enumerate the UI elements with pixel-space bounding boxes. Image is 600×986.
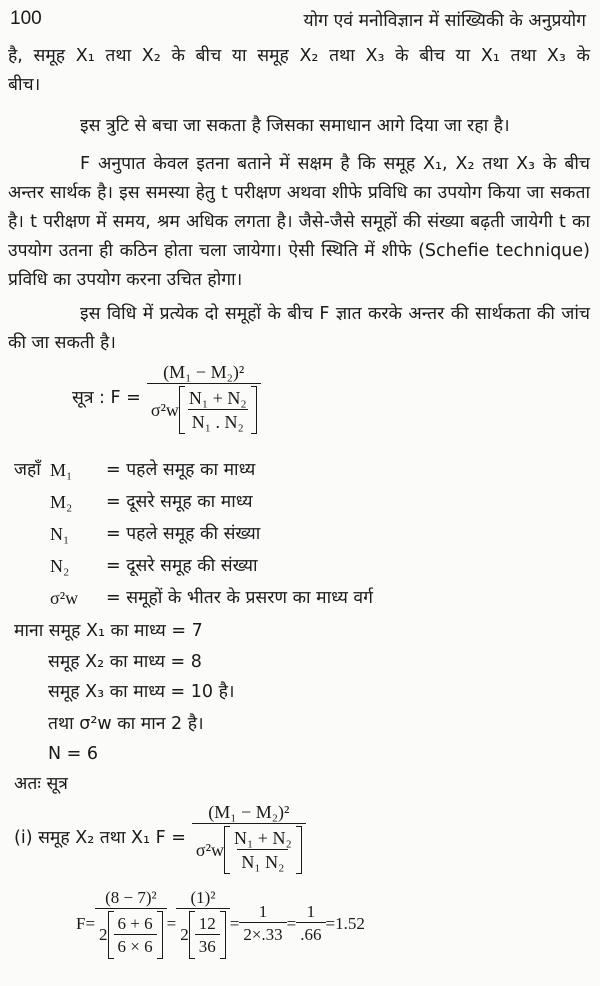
calc-term-2-den-prefix: 2 bbox=[180, 925, 189, 944]
definition-row bbox=[14, 487, 373, 517]
case-1-formula bbox=[14, 802, 306, 874]
calc-equals: = bbox=[286, 913, 297, 933]
definition-meaning: = दूसरे समूह की संख्या bbox=[106, 556, 258, 576]
calc-term-2-inner-numerator: 12 bbox=[198, 913, 216, 933]
case-1-inner-fraction bbox=[230, 828, 296, 873]
formula-numerator: (M₁ − M₂)² bbox=[163, 362, 245, 382]
case-1-bracket bbox=[224, 826, 302, 874]
paragraph-4: इस विधि में प्रत्येक दो समूहों के बीच F ज्ञात करके अन्तर की सार्थकता की जांच की जा सकती है। bbox=[8, 304, 590, 353]
calc-term-4-numerator: 1 bbox=[306, 902, 316, 921]
calc-term-1-inner-numerator: 6 + 6 bbox=[117, 913, 153, 933]
case-1-numerator: (M₁ − M₂)² bbox=[208, 802, 290, 822]
calc-equals: = bbox=[229, 913, 240, 933]
definition-meaning: = पहले समूह की संख्या bbox=[106, 524, 261, 544]
calc-term-1-denominator bbox=[95, 908, 167, 959]
formula-fraction bbox=[147, 362, 261, 434]
paragraph-1-line-1: है, समूह X₁ तथा X₂ के बीच या समूह X₂ तथा X₃ के बीच या X₁ तथा X₃ के bbox=[8, 46, 590, 66]
definition-symbol: N₁ bbox=[50, 524, 70, 544]
calc-equals: = bbox=[166, 913, 177, 933]
given-line-2: समूह X₂ का माध्य = 8 bbox=[48, 652, 202, 672]
case-1-label: (i) समूह X₂ तथा X₁ F = bbox=[14, 828, 186, 848]
calc-term-2-inner-denominator: 36 bbox=[195, 934, 220, 957]
definition-meaning: = पहले समूह का माध्य bbox=[106, 460, 256, 480]
definition-prefix bbox=[14, 519, 50, 549]
case-1-fraction bbox=[192, 802, 306, 874]
definition-symbol: N₂ bbox=[50, 556, 70, 576]
paragraph-1 bbox=[8, 42, 590, 100]
calc-term-1-inner-denominator: 6 × 6 bbox=[114, 934, 157, 957]
paragraph-2: इस त्रुटि से बचा जा सकता है जिसका समाधान आगे दिया जा रहा है। bbox=[80, 116, 510, 136]
definition-prefix bbox=[14, 551, 50, 581]
case-1-inner-denominator: N₁ N₂ bbox=[237, 849, 288, 873]
formula-label: सूत्र : F = bbox=[72, 388, 141, 408]
formula-denominator bbox=[147, 383, 261, 434]
page-number: 100 bbox=[10, 8, 42, 29]
formula-inner-denominator: N₁ . N₂ bbox=[188, 409, 248, 433]
calc-term-3-numerator: 1 bbox=[258, 902, 268, 921]
case-1-den-prefix: σ²w bbox=[195, 839, 225, 860]
calc-term-4 bbox=[296, 902, 325, 945]
definition-row bbox=[14, 551, 373, 581]
formula-inner-fraction bbox=[185, 388, 251, 433]
given-line-1: माना समूह X₁ का माध्य = 7 bbox=[14, 621, 203, 641]
calc-term-2-bracket bbox=[189, 911, 226, 959]
definition-prefix bbox=[14, 487, 50, 517]
definition-row bbox=[14, 455, 373, 485]
calc-result: =1.52 bbox=[325, 913, 365, 933]
calc-term-2-denominator bbox=[176, 908, 230, 959]
calculation-line bbox=[76, 888, 365, 959]
formula-bracket bbox=[179, 386, 257, 434]
definitions-list bbox=[14, 455, 373, 613]
calc-term-1-inner-fraction bbox=[114, 914, 157, 957]
calc-term-1 bbox=[95, 888, 167, 959]
definition-meaning: = दूसरे समूह का माध्य bbox=[106, 492, 253, 512]
calc-term-4-denominator: .66 bbox=[296, 922, 325, 945]
running-header: योग एवं मनोविज्ञान में सांख्यिकी के अनुप्रयोग bbox=[303, 11, 586, 31]
definition-prefix: जहाँ bbox=[14, 460, 41, 480]
paragraph-1-line-2: बीच। bbox=[8, 75, 41, 95]
given-line-3: समूह X₃ का माध्य = 10 है। bbox=[48, 682, 235, 702]
definition-row bbox=[14, 519, 373, 549]
definition-prefix bbox=[14, 583, 50, 613]
definition-symbol: M₂ bbox=[50, 492, 73, 512]
given-line-4: तथा σ²w का मान 2 है। bbox=[48, 714, 204, 734]
calc-term-3-denominator: 2×.33 bbox=[239, 922, 286, 945]
case-1-inner-numerator: N₁ + N₂ bbox=[234, 827, 292, 848]
calc-term-1-den-prefix: 2 bbox=[99, 925, 108, 944]
paragraph-3: F अनुपात केवल इतना बताने में सक्षम है कि समूह X₁, X₂ तथा X₃ के बीच अन्तर सार्थक है। इस समस्या हेतु t परीक्षण अथवा शीफे प्रविधि का उपयोग किया जा सकता है। t परीक्षण में समय, श्रम अधिक लगता है। जैसे-जैसे समूहों की संख्या बढ़ती जायेगी t का उपयोग उतना ही कठिन होता चला जायेगा। ऐसी स्थिति में शीफे (Schefie technique) प्रविधि का उपयोग करना उचित होगा। bbox=[8, 154, 590, 290]
formula-den-prefix: σ²w bbox=[150, 399, 179, 420]
calc-term-2 bbox=[176, 888, 230, 959]
given-line-5: N = 6 bbox=[48, 744, 99, 764]
calc-term-3 bbox=[239, 902, 286, 945]
case-1-denominator bbox=[192, 823, 306, 874]
calc-term-2-inner-fraction bbox=[195, 914, 220, 957]
definition-row bbox=[14, 583, 373, 613]
formula-inner-numerator: N₁ + N₂ bbox=[188, 387, 247, 408]
given-line-6: अतः सूत्र bbox=[14, 774, 68, 794]
calc-term-1-numerator: (8 − 7)² bbox=[105, 888, 157, 907]
calc-f-equals: F= bbox=[76, 913, 96, 933]
calc-term-1-bracket bbox=[108, 911, 163, 959]
definition-symbol: σ²w bbox=[50, 588, 79, 608]
scheffe-formula bbox=[72, 362, 261, 434]
calc-term-2-numerator: (1)² bbox=[190, 888, 216, 907]
definition-meaning: = समूहों के भीतर के प्रसरण का माध्य वर्ग bbox=[106, 588, 374, 608]
definition-symbol: M₁ bbox=[50, 460, 73, 480]
